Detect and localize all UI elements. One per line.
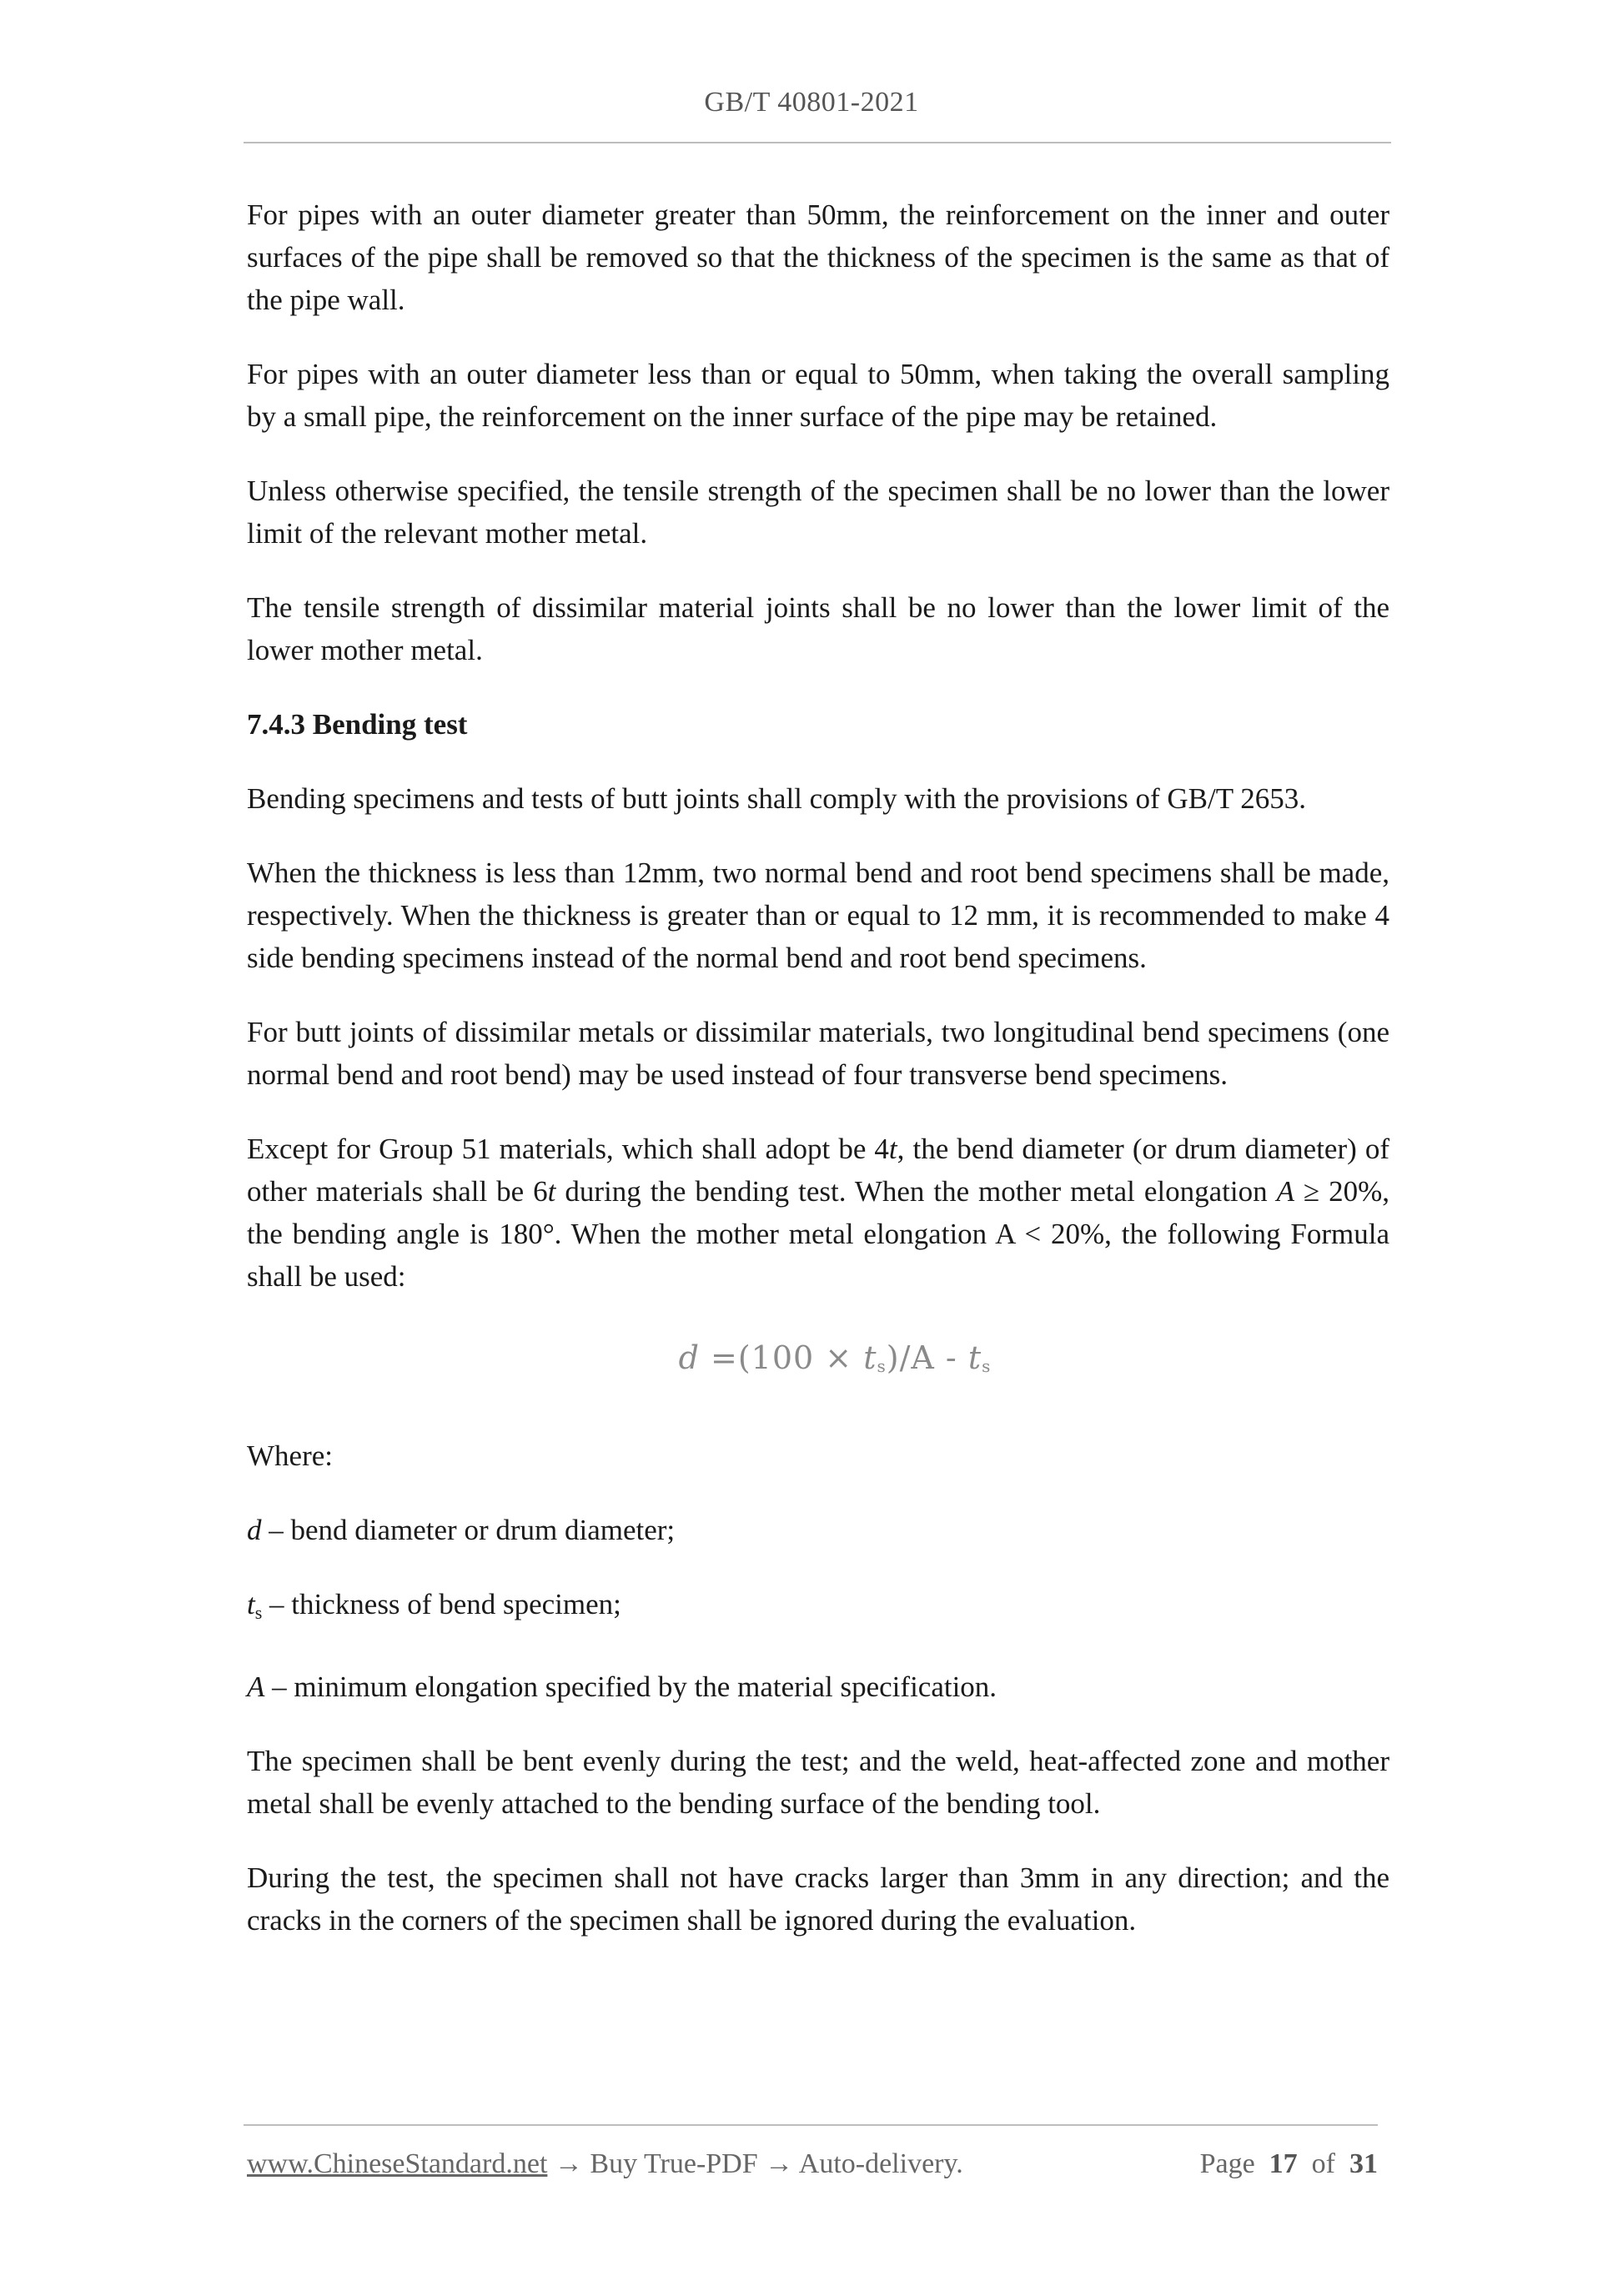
paragraph-bend-diameter: [247, 1128, 1389, 1298]
paragraph-tensile-strength: Unless otherwise specified, the tensile strength of the specimen shall be no lower than the lower limit of the relevant mother metal.: [247, 475, 1389, 550]
current-page: 17: [1269, 2148, 1298, 2179]
formula-part: )/A -: [886, 1339, 968, 1376]
formula-subscript: s: [982, 1356, 992, 1376]
definition-text: – minimum elongation specified by the material specification.: [264, 1671, 997, 1703]
symbol-t: t: [888, 1133, 897, 1165]
formula-t: t: [863, 1339, 877, 1376]
page-label: Page: [1199, 2148, 1255, 2179]
page-body: [247, 193, 1389, 1973]
text-run: Except for Group 51 materials, which shall adopt be 4: [247, 1133, 889, 1165]
bend-diameter-formula: [247, 1339, 1389, 1376]
page-footer: [247, 2148, 1378, 2180]
where-label: Where:: [247, 1439, 333, 1472]
footer-divider: [244, 2124, 1378, 2126]
paragraph-thickness-rule: When the thickness is less than 12mm, two normal bend and root bend specimens shall be made, respectively. When the thickness is greater than or equal to 12 mm, it is recommended to make 4 side bending specimens instead of the normal bend and root bend specimens.: [247, 857, 1389, 974]
definition-text: – bend diameter or drum diameter;: [261, 1514, 676, 1546]
paragraph-cracks: During the test, the specimen shall not have cracks larger than 3mm in any direction; and the cracks in the corners of the specimen shall be ignored during the evaluation.: [247, 1861, 1389, 1937]
symbol-d: d: [247, 1514, 262, 1546]
symbol-t: t: [547, 1175, 556, 1208]
total-pages: 31: [1349, 2148, 1378, 2179]
formula-part: =(100 ×: [699, 1339, 864, 1376]
definition-d: [247, 1509, 1389, 1551]
section-heading-bending-test: 7.4.3 Bending test: [247, 708, 468, 741]
text-run: , the bend diameter (or drum diameter) of other materials shall be 6: [247, 1133, 1389, 1208]
definition-a: [247, 1665, 1389, 1708]
footer-promo-text: → Buy True-PDF → Auto-delivery.: [547, 2148, 963, 2179]
paragraph-longitudinal-bend: For butt joints of dissimilar metals or dissimilar materials, two longitudinal bend specimens (one normal bend and root bend) may be used instead of four transverse bend specimens.: [247, 1016, 1389, 1091]
symbol-t: t: [247, 1588, 255, 1620]
paragraph-outer-diameter-under-50: For pipes with an outer diameter less than or equal to 50mm, when taking the overall sampling by a small pipe, the reinforcement on the inner surface of the pipe may be retained.: [247, 358, 1389, 433]
symbol-subscript: s: [254, 1602, 263, 1623]
formula-subscript: s: [877, 1356, 887, 1376]
paragraph-bending-specimens: Bending specimens and tests of butt joints shall comply with the provisions of GB/T 2653.: [247, 782, 1306, 815]
symbol-a: A: [1276, 1175, 1294, 1208]
paragraph-outer-diameter-over-50: For pipes with an outer diameter greater than 50mm, the reinforcement on the inner and outer surfaces of the pipe shall be removed so that the thickness of the specimen is the same as that of the pipe wall.: [247, 198, 1389, 316]
page-number: [1200, 2148, 1378, 2180]
text-run: ≥ 20%, the bending angle is 180°. When the mother metal elongation A < 20%, the following Formula shall be used:: [247, 1175, 1389, 1293]
text-run: during the bending test. When the mother metal elongation: [555, 1175, 1277, 1208]
definition-text: – thickness of bend specimen;: [262, 1588, 621, 1620]
website-link[interactable]: www.ChineseStandard.net: [247, 2148, 548, 2179]
header-divider: [244, 142, 1391, 143]
formula-d: d: [678, 1339, 700, 1376]
symbol-a: A: [247, 1671, 265, 1703]
formula-t: t: [967, 1339, 982, 1376]
paragraph-dissimilar-joints: The tensile strength of dissimilar material joints shall be no lower than the lower limit of the lower mother metal.: [247, 591, 1389, 666]
footer-promo: [247, 2148, 963, 2179]
of-label: of: [1311, 2148, 1335, 2179]
document-code-header: GB/T 40801-2021: [704, 87, 919, 118]
definition-ts: [247, 1583, 1389, 1634]
paragraph-bent-evenly: The specimen shall be bent evenly during the test; and the weld, heat-affected zone and mother metal shall be evenly attached to the bending surface of the bending tool.: [247, 1745, 1389, 1820]
